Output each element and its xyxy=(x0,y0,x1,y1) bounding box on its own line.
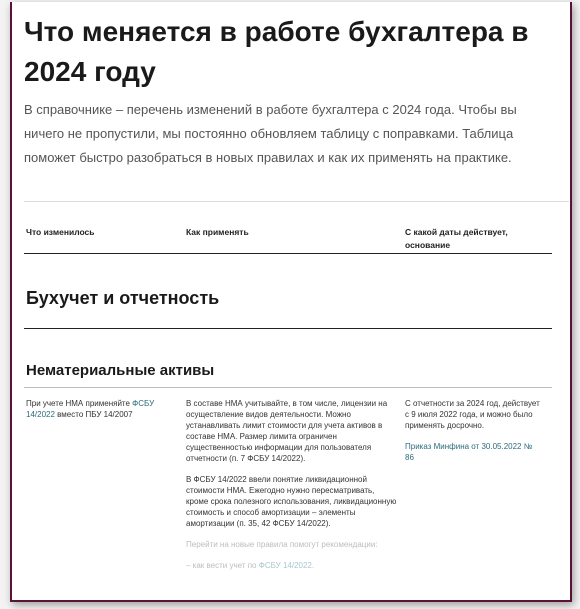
fsbu-link[interactable]: ФСБУ 14/2022 xyxy=(26,399,155,419)
how-paragraph-2: В ФСБУ 14/2022 ввели понятие ликвидационной стоимости НМА. Ежегодно нужно пересматривать, кроме срока полезного использования, ликвидационную стоимость и способ амортизации – элементы амортизации (п. 35, 42 ФСБУ 14/2022). xyxy=(186,475,397,528)
section-title: Бухучет и отчетность xyxy=(26,288,220,308)
faded-content xyxy=(186,539,398,571)
since-text: С отчетности за 2024 год, действует с 9 июля 2022 года, и можно было применять досрочно. xyxy=(405,399,540,430)
how-paragraph-4 xyxy=(186,560,398,571)
how-p4-prefix: – как вести учет по xyxy=(186,561,259,570)
cell-since xyxy=(405,398,540,463)
column-header-how: Как применять xyxy=(186,227,249,237)
cell-what xyxy=(26,398,176,420)
article-frame xyxy=(10,2,572,602)
column-header-since: С какой даты действует, основание xyxy=(405,227,508,250)
cell-what-text: При учете НМА применяйте xyxy=(26,399,133,408)
subsection-title: Нематериальные активы xyxy=(26,362,215,379)
page-title: Что меняется в работе бухгалтера в 2024 году xyxy=(24,16,529,87)
intro-text: В справочнике – перечень изменений в работе бухгалтера с 2024 года. Чтобы вы ничего не пропустили, мы постоянно обновляем таблицу с поправками. Таблица поможет быстро разобраться в новых правилах и как их применять на практике. xyxy=(24,102,517,165)
row-divider xyxy=(24,387,552,388)
fsbu-recommendation-link[interactable]: ФСБУ 14/2022 xyxy=(258,561,312,570)
how-paragraph-3: Перейти на новые правила помогут рекомендации: xyxy=(186,540,378,549)
header-divider xyxy=(24,253,552,254)
order-link[interactable]: Приказ Минфина от 30.05.2022 № 86 xyxy=(405,442,533,462)
how-paragraph-1: В составе НМА учитывайте, в том числе, лицензии на осуществление видов деятельности. Можно устанавливать лимит стоимости для учета активов в составе НМА. Размер лимита ограничен существенностью информации для пользователя отчетности (п. 7 ФСБУ 14/2022). xyxy=(186,399,388,463)
cell-what-suffix: вместо ПБУ 14/2007 xyxy=(54,410,133,419)
divider xyxy=(24,201,569,202)
how-p4-suffix: . xyxy=(311,561,315,570)
column-header-what: Что изменилось xyxy=(26,227,95,237)
cell-how xyxy=(186,398,398,581)
section-divider xyxy=(24,328,552,329)
